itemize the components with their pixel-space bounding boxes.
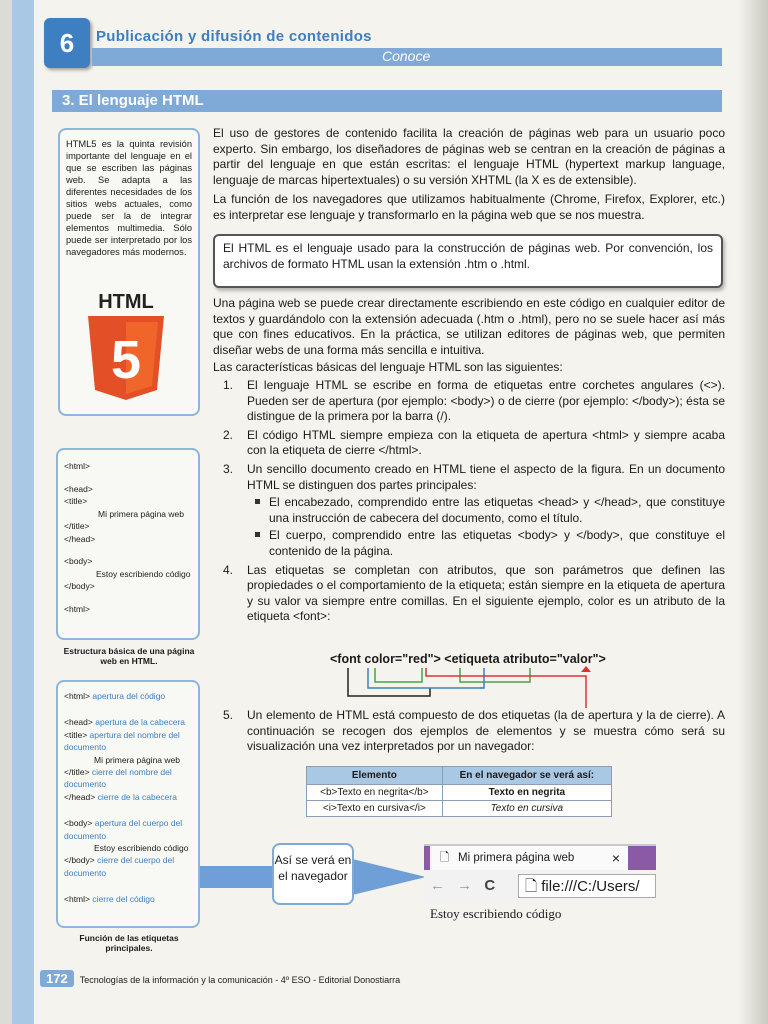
code-row: <head> apertura de la cabecera: [64, 717, 185, 728]
paragraph-3: Una página web se puede crear directamente escribiendo en este código en cualquier editor de textos y guardándolo con la extensión adecuada (.htm o .html), pero no se suele hacer así más que con fines educativos. En la práctica, se utilizan editores de páginas web, que permiten diseñar webs de una forma más sencilla e intuitiva.: [213, 296, 725, 357]
chapter-number: 6: [44, 18, 90, 68]
address-text: file:///C:/Users/: [541, 878, 640, 895]
attribute-diagram: [330, 666, 630, 712]
document-icon: 🗋: [440, 852, 450, 864]
list-item: 5. Un elemento de HTML está compuesto de dos etiquetas (la de apertura y la de cierre). A continuación se recogen dos ejemplos de elementos y se muestra cómo será su visualización una vez interpretados por un navegador:: [223, 708, 725, 754]
logo-number: 5: [110, 330, 142, 390]
section-title: 3. El lenguaje HTML: [52, 90, 722, 112]
browser-window: [424, 844, 656, 904]
code-row: <body> apertura del cuerpo del documento: [64, 818, 183, 841]
caption-structure: Estructura básica de una página web en HTML.: [63, 646, 195, 666]
table-header: Elemento: [307, 767, 443, 785]
sub-list-item: El cuerpo, comprendido entre las etiquetas <body> y </body>, que constituye el contenido de la página.: [247, 528, 725, 559]
paragraph-1: El uso de gestores de contenido facilita la creación de páginas web para un usuario poco experto. Sin embargo, los diseñadores de páginas web se centran en la creación de páginas a partir del lenguaje en que están escritas: el lenguaje HTML (hypertext markup language, lenguaje de marcas hipertextuales) o su versión XHTML (la X es de extensible).: [213, 126, 725, 187]
elements-table: [306, 766, 612, 817]
code-line: Estoy escribiendo código: [96, 568, 191, 579]
code-line: <title>: [64, 496, 88, 506]
paragraph-2: La función de los navegadores que utilizamos habitualmente (Chrome, Firefox, Explorer, etc.) es interpretar ese lenguaje y transformarlo en la página web que se nos muestra.: [213, 192, 725, 222]
footer: [40, 970, 400, 987]
page-shadow: [738, 0, 768, 1024]
logo-text: HTML: [98, 291, 154, 313]
code-row: </body> cierre del cuerpo del documento: [64, 855, 175, 878]
code-line: <html>: [64, 603, 90, 614]
arrow-label: Así se verá en el navegador: [272, 843, 354, 905]
address-bar[interactable]: [518, 874, 656, 898]
sub-list: [247, 495, 725, 559]
left-color-bar: [12, 0, 34, 1024]
code-line: </body>: [64, 581, 95, 591]
browser-body-text: Estoy escribiendo código: [430, 906, 562, 921]
left-strip: [0, 0, 12, 1024]
forward-icon[interactable]: →: [457, 877, 473, 894]
browser-tab[interactable]: [432, 846, 628, 870]
intro-text: HTML5 es la quinta revisión importante del lenguaje en el que se escriben las páginas web. Se adapta a las diferentes necesidades de los sitios webs actuales, como puede ser la de integrar elementos multimedia. Sólo puede ser interpretado por los navegadores más modernos.: [66, 139, 192, 257]
code-line: <head>: [64, 483, 93, 494]
main-text: [213, 126, 725, 228]
sub-list-item: El encabezado, comprendido entre las etiquetas <head> y </head>, que constituye una instrucción de cabecera del documento, como el título.: [247, 495, 725, 526]
code-box-structure: [56, 448, 200, 640]
code-line: <html>: [64, 461, 90, 471]
code-row: </head> cierre de la cabecera: [64, 791, 177, 802]
table-row: <i>Texto en cursiva</i> Texto en cursiva: [307, 801, 612, 817]
code-line: </title>: [64, 521, 90, 531]
code-line: Mi primera página web: [98, 508, 184, 519]
paragraph-4: Las características básicas del lenguaje HTML son las siguientes:: [213, 360, 563, 375]
definition-callout: El HTML es el lenguaje usado para la construcción de páginas web. Por convención, los archivos de formato HTML usan la extensión .htm o .html.: [213, 234, 723, 288]
code-line: <body>: [64, 556, 93, 566]
nav-buttons: [430, 874, 495, 898]
conoce-band: [92, 48, 722, 66]
list-item: 1. El lenguaje HTML se escribe en forma de etiquetas entre corchetes angulares (<>). Pueden ser de apertura (por ejemplo: <body>) o de cierre (por ejemplo: </body>); ésta se distingue de la primera por la barra (/).: [223, 377, 725, 424]
main-text-3: [213, 708, 725, 758]
code-line: </head>: [64, 533, 96, 544]
back-icon[interactable]: ←: [430, 877, 445, 894]
code-row: <html> cierre del código: [64, 894, 155, 905]
main-text-2: [213, 296, 725, 628]
table-header: En el navegador se verá así:: [442, 767, 611, 785]
table-row: <b>Texto en negrita</b> Texto en negrita: [307, 785, 612, 801]
code-row: <title> apertura del nombre del documento: [64, 729, 180, 753]
font-example: <font color="red"> <etiqueta atributo="valor">: [330, 652, 606, 666]
code-row: <html> apertura del código: [64, 691, 166, 701]
reload-icon[interactable]: C: [484, 877, 496, 894]
page-number: 172: [40, 970, 74, 987]
html5-logo-icon: [82, 290, 170, 402]
code-row: </title> cierre del nombre del documento: [64, 767, 172, 790]
conoce-label: Conoce: [382, 48, 431, 64]
list-item: 2. El código HTML siempre empieza con la etiqueta de apertura <html> y siempre acaba con la etiqueta de cierre </html>.: [223, 427, 725, 458]
characteristics-list: [213, 378, 725, 625]
page-icon: 🗋: [525, 878, 542, 895]
tab-title: Mi primera página web: [458, 852, 575, 864]
chapter-title: Publicación y difusión de contenidos: [96, 28, 372, 45]
code-row: Estoy escribiendo código: [94, 843, 189, 854]
list-item: 3. Un sencillo documento creado en HTML tiene el aspecto de la figura. En un documento HTML se distinguen dos partes principales: El encabezado, comprendido entre las etiquetas <head> y </head>, que constituye una instrucción de cabecera del documento, como el título. El cuerpo, comprendido entre las etiquetas <body> y </body>, que constituye el contenido de la página.: [223, 461, 725, 558]
close-icon[interactable]: ×: [611, 850, 620, 866]
code-box-functions: [56, 680, 200, 928]
footer-text: Tecnologías de la información y la comunicación - 4º ESO - Editorial Donostiarra: [79, 975, 401, 985]
caption-functions: Función de las etiquetas principales.: [79, 933, 179, 953]
list-item: 4. Las etiquetas se completan con atributos, que son parámetros que definen las propiedades o el comportamiento de la etiqueta; están siempre en la etiqueta de apertura y su valor va siempre entre comillas. En el siguiente ejemplo, color es un atributo de la etiqueta <font>:: [223, 562, 725, 624]
code-row: Mi primera página web: [94, 754, 180, 765]
